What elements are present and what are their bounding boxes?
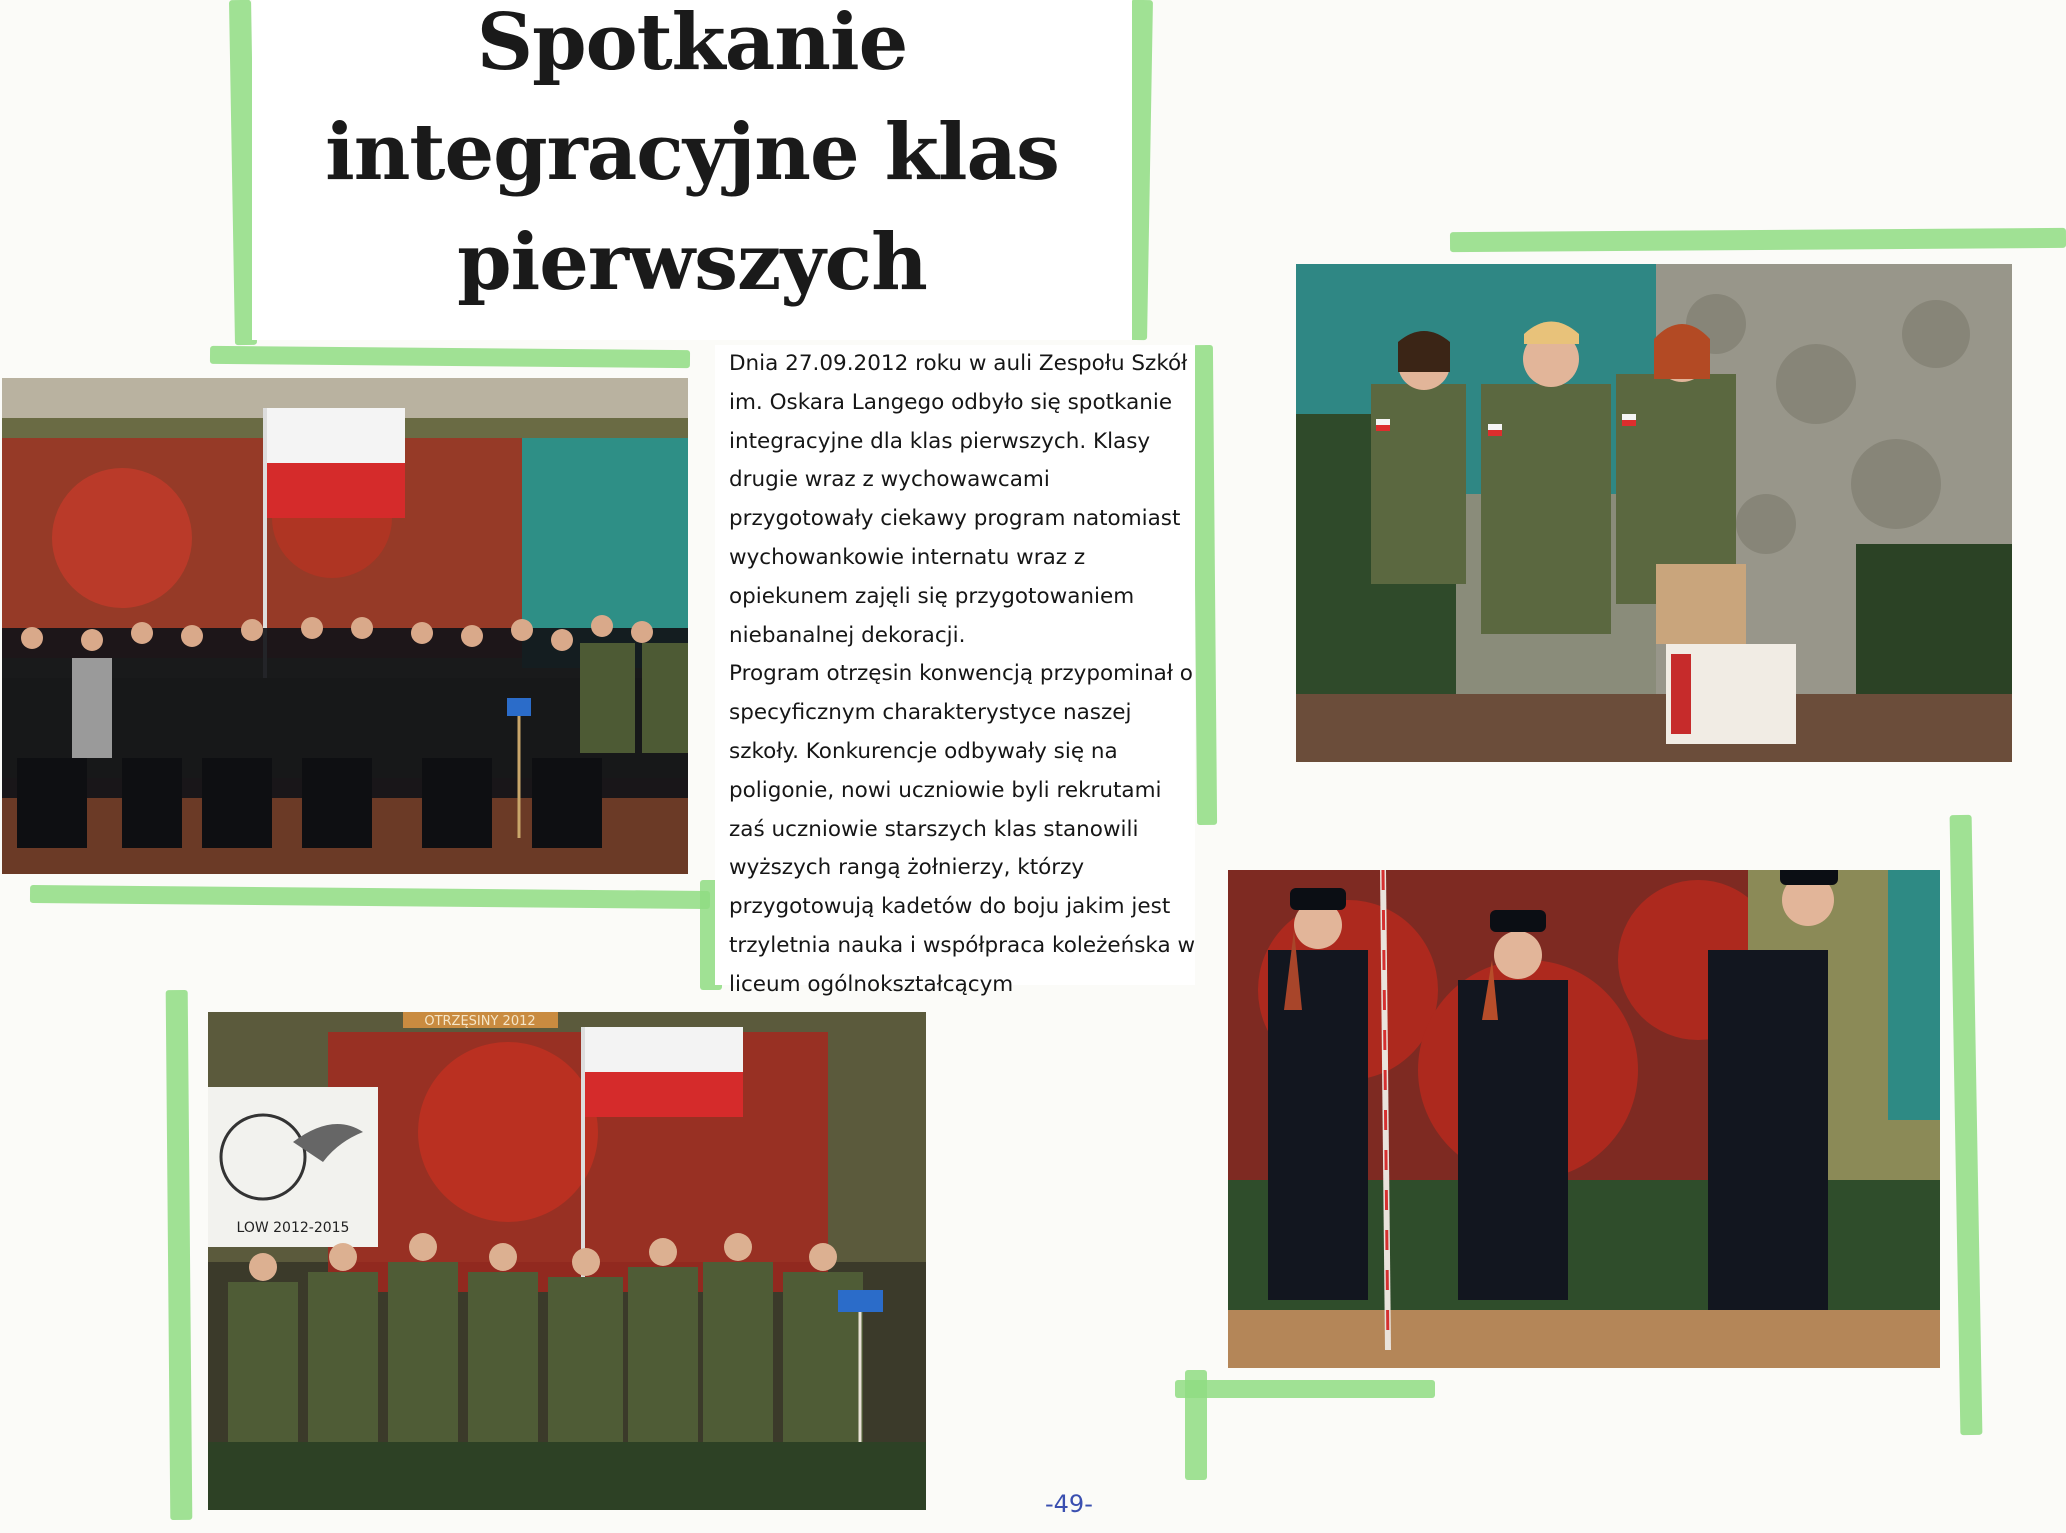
logo-text: LOW 2012-2015 — [236, 1220, 350, 1236]
tape-strip — [210, 346, 690, 368]
tape-strip — [1175, 1380, 1435, 1398]
photo-seated-soldiers — [1296, 264, 2012, 762]
article-paragraph-1: Dnia 27.09.2012 roku w auli Zespołu Szkół im. Oskara Langego odbyło się spotkanie integracyjne dla klas pierwszych. Klasy drugie wraz z wychowawcami przygotowały ciekawy program natomiast wychowankowie internatu wraz z opiekunem zajęli się przygotowaniem niebanalnej dekoracji. — [729, 351, 1188, 648]
photo-lineup — [208, 1012, 926, 1510]
page-title — [252, 0, 1132, 318]
photo-stage-group — [2, 378, 688, 874]
title-card — [252, 0, 1132, 340]
title-line-3: pierwszych — [457, 217, 927, 308]
article-card — [715, 345, 1196, 997]
tape-strip — [30, 885, 710, 909]
page-number: -49- — [1045, 1490, 1093, 1518]
otrzesiny-banner: OTRZĘSINY 2012 — [424, 1014, 536, 1029]
title-line-2: integracyjne klas — [325, 107, 1059, 198]
tape-strip — [166, 990, 193, 1520]
tape-strip — [1450, 228, 2066, 252]
article-paragraph-2: Program otrzęsin konwencją przypominał o specyficznym charakterystyce naszej szkoły. Konkurencje odbywały się na poligonie, nowi uczniowie byli rekrutami zaś uczniowie starszych klas stanowili wyższych rangą żołnierzy, którzy przygotowują kadetów do boju jakim jest trzyletnia nauka i współpraca koleżeńska w liceum ogólnokształcącym — [729, 661, 1196, 997]
title-line-1: Spotkanie — [476, 0, 908, 88]
tape-strip — [1950, 815, 1983, 1435]
article-body — [729, 345, 1199, 1005]
photo-marching-cadets — [1228, 870, 1940, 1368]
